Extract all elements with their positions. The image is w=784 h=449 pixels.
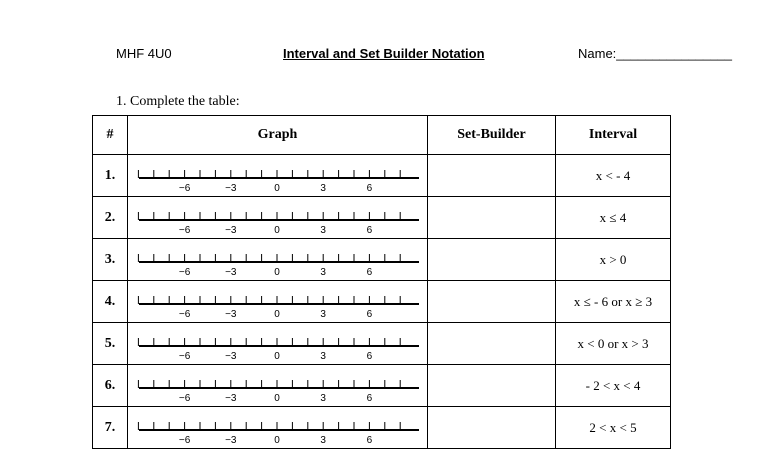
number-line xyxy=(128,239,427,280)
number-line-tick-label: 3 xyxy=(320,309,326,320)
interval-condition: x ≤ 4 xyxy=(556,197,671,239)
number-line xyxy=(128,365,427,406)
number-line-tick-label: 6 xyxy=(366,267,373,278)
number-line-tick-label: −6 xyxy=(178,309,191,320)
row-number: 2. xyxy=(93,197,128,239)
interval-condition: x < 0 or x > 3 xyxy=(556,323,671,365)
set-builder-answer-cell[interactable] xyxy=(428,239,556,281)
number-line-tick-label: −3 xyxy=(225,225,237,236)
number-line-tick-label: −3 xyxy=(225,435,237,446)
number-line-tick-label: 0 xyxy=(274,183,280,194)
interval-condition: x ≤ - 6 or x ≥ 3 xyxy=(556,281,671,323)
number-line-tick-label: 6 xyxy=(366,435,373,446)
number-line-tick-label: 6 xyxy=(366,225,373,236)
graph-cell[interactable] xyxy=(128,155,428,197)
number-line-tick-label: −6 xyxy=(178,225,191,236)
question-prompt: 1. Complete the table: xyxy=(116,94,240,109)
number-line-tick-label: −3 xyxy=(225,351,237,362)
number-line-tick-label: 6 xyxy=(366,351,373,362)
table-row xyxy=(93,407,671,449)
number-line-tick-label: −6 xyxy=(178,393,191,404)
number-line xyxy=(128,197,427,238)
column-header-number: # xyxy=(93,116,128,155)
graph-cell[interactable] xyxy=(128,197,428,239)
number-line-tick-label: 0 xyxy=(274,351,280,362)
number-line-tick-label: −6 xyxy=(178,351,191,362)
set-builder-answer-cell[interactable] xyxy=(428,155,556,197)
page-title: Interval and Set Builder Notation xyxy=(283,46,485,61)
column-header-interval: Interval xyxy=(556,116,671,155)
row-number: 6. xyxy=(93,365,128,407)
number-line-tick-label: −6 xyxy=(178,183,191,194)
number-line-tick-label: 3 xyxy=(320,393,326,404)
number-line-tick-label: 6 xyxy=(366,183,373,194)
number-line xyxy=(128,407,427,448)
number-line-tick-label: 6 xyxy=(366,393,373,404)
number-line-tick-label: 3 xyxy=(320,225,326,236)
set-builder-answer-cell[interactable] xyxy=(428,365,556,407)
graph-cell[interactable] xyxy=(128,239,428,281)
table-header-row xyxy=(93,116,671,155)
set-builder-answer-cell[interactable] xyxy=(428,197,556,239)
name-field-label: Name:________________ xyxy=(578,46,732,61)
interval-condition: x < - 4 xyxy=(556,155,671,197)
number-line-tick-label: 0 xyxy=(274,393,280,404)
set-builder-answer-cell[interactable] xyxy=(428,323,556,365)
number-line-tick-label: 6 xyxy=(366,309,373,320)
row-number: 5. xyxy=(93,323,128,365)
number-line xyxy=(128,323,427,364)
number-line-tick-label: −3 xyxy=(225,393,237,404)
table-row xyxy=(93,323,671,365)
graph-cell[interactable] xyxy=(128,323,428,365)
row-number: 4. xyxy=(93,281,128,323)
table-row xyxy=(93,281,671,323)
number-line-tick-label: 0 xyxy=(274,225,280,236)
number-line-tick-label: −6 xyxy=(178,267,191,278)
number-line-tick-label: 0 xyxy=(274,267,280,278)
row-number: 1. xyxy=(93,155,128,197)
number-line-tick-label: −3 xyxy=(225,309,237,320)
number-line xyxy=(128,155,427,196)
number-line-tick-label: 3 xyxy=(320,351,326,362)
number-line-tick-label: −3 xyxy=(225,183,237,194)
number-line-tick-label: −6 xyxy=(178,435,191,446)
row-number: 3. xyxy=(93,239,128,281)
row-number: 7. xyxy=(93,407,128,449)
number-line-tick-label: −3 xyxy=(225,267,237,278)
table-row xyxy=(93,239,671,281)
number-line-tick-label: 3 xyxy=(320,267,326,278)
graph-cell[interactable] xyxy=(128,281,428,323)
set-builder-answer-cell[interactable] xyxy=(428,281,556,323)
course-code: MHF 4U0 xyxy=(116,46,172,61)
number-line-tick-label: 0 xyxy=(274,309,280,320)
notation-table xyxy=(92,115,671,449)
column-header-set-builder: Set-Builder xyxy=(428,116,556,155)
number-line-tick-label: 3 xyxy=(320,183,326,194)
number-line-tick-label: 3 xyxy=(320,435,326,446)
number-line xyxy=(128,281,427,322)
graph-cell[interactable] xyxy=(128,407,428,449)
interval-condition: x > 0 xyxy=(556,239,671,281)
graph-cell[interactable] xyxy=(128,365,428,407)
column-header-graph: Graph xyxy=(128,116,428,155)
set-builder-answer-cell[interactable] xyxy=(428,407,556,449)
number-line-tick-label: 0 xyxy=(274,435,280,446)
table-row xyxy=(93,365,671,407)
interval-condition: - 2 < x < 4 xyxy=(556,365,671,407)
interval-condition: 2 < x < 5 xyxy=(556,407,671,449)
table-row xyxy=(93,155,671,197)
table-row xyxy=(93,197,671,239)
